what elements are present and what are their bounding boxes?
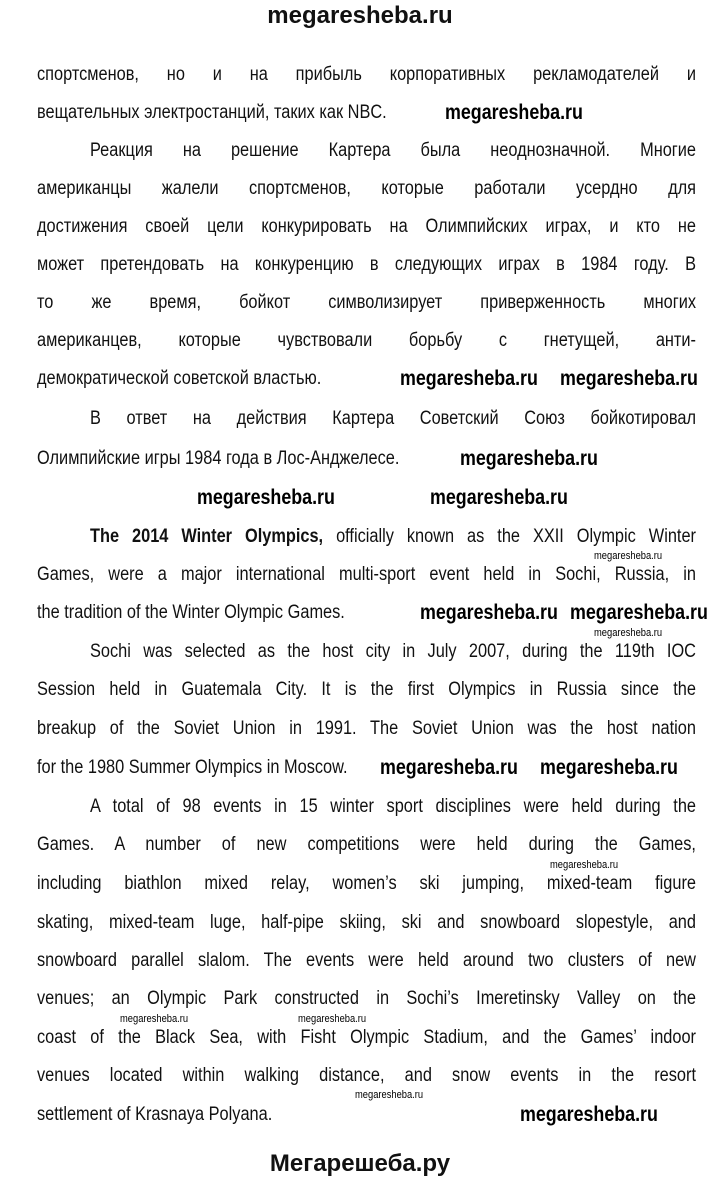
- text-line: [90, 797, 696, 817]
- line-text: демократической советской властью.: [37, 368, 322, 389]
- text-line: [90, 527, 696, 547]
- text-line: [37, 719, 696, 739]
- line-text: for the 1980 Summer Olympics in Moscow.: [37, 757, 348, 778]
- line-text: Games, were a major international multi-sport event held in Sochi, Russia, in: [37, 564, 696, 585]
- line-text: Олимпийские игры 1984 года в Лос-Анджелесе.: [37, 448, 400, 469]
- line-text: американцы жалели спортсменов, которые работали усердно для: [37, 178, 696, 199]
- watermark: megaresheba.ru: [120, 1013, 189, 1025]
- line-text: venues; an Olympic Park constructed in Sochi’s Imeretinsky Valley on the: [37, 988, 696, 1009]
- watermark: megaresheba.ru: [355, 1089, 424, 1101]
- footer-watermark: Мегарешеба.ру: [269, 1150, 451, 1177]
- text-line: [37, 217, 696, 237]
- line-text: спортсменов, но и на прибыль корпоративных рекламодателей и: [37, 64, 696, 85]
- text-line: [90, 642, 696, 662]
- watermark: megaresheba.ru: [420, 601, 558, 624]
- text-line: [37, 874, 696, 894]
- line-text: breakup of the Soviet Union in 1991. The Soviet Union was the host nation: [37, 718, 696, 739]
- bold-lead: The 2014 Winter Olympics,: [90, 526, 324, 547]
- line-text: the tradition of the Winter Olympic Games.: [37, 602, 345, 623]
- line-text: достижения своей цели конкурировать на Олимпийских играх, и кто не: [37, 216, 696, 237]
- line-text: то же время, бойкот символизирует приверженность многих: [37, 292, 696, 313]
- line-text: вещательных электростанций, таких как NBC.: [37, 102, 387, 123]
- watermark: megaresheba.ru: [197, 486, 335, 509]
- line-text: может претендовать на конкуренцию в следующих играх в 1984 году. В: [37, 254, 696, 275]
- text-line: [37, 565, 696, 585]
- line-text: Games. A number of new competitions were held during the Games,: [37, 834, 696, 855]
- text-line: [37, 65, 696, 85]
- text-line: [37, 103, 696, 123]
- watermark: megaresheba.ru: [520, 1103, 658, 1126]
- watermark: megaresheba.ru: [430, 486, 568, 509]
- text-line: [37, 835, 696, 855]
- text-line: [37, 179, 696, 199]
- watermark: megaresheba.ru: [400, 367, 538, 390]
- text-line: [37, 293, 696, 313]
- text-line: [37, 951, 696, 971]
- header-watermark: megaresheba.ru: [267, 2, 453, 29]
- watermark: megaresheba.ru: [560, 367, 698, 390]
- line-text: officially known as the XXII Olympic Winter: [323, 526, 697, 547]
- line-text: coast of the Black Sea, with Fisht Olympic Stadium, and the Games’ indoor: [37, 1027, 696, 1048]
- watermark: megaresheba.ru: [594, 627, 663, 639]
- line-text: В ответ на действия Картера Советский Союз бойкотировал: [90, 408, 696, 429]
- line-text: snowboard parallel slalom. The events were held around two clusters of new: [37, 950, 696, 971]
- text-line: [37, 913, 696, 933]
- watermark: megaresheba.ru: [594, 550, 663, 562]
- line-text: A total of 98 events in 15 winter sport disciplines were held during the: [90, 796, 696, 817]
- watermark: megaresheba.ru: [570, 601, 708, 624]
- watermark: megaresheba.ru: [445, 101, 583, 124]
- watermark: megaresheba.ru: [380, 756, 518, 779]
- line-text: venues located within walking distance, and snow events in the resort: [37, 1065, 696, 1086]
- text-line: [37, 1028, 696, 1048]
- line-text: Sochi was selected as the host city in July 2007, during the 119th IOC: [90, 641, 696, 662]
- text-line: [37, 255, 696, 275]
- line-text: including biathlon mixed relay, women’s ski jumping, mixed-team figure: [37, 873, 696, 894]
- line-text: американцев, которые чувствовали борьбу с гнетущей, анти-: [37, 330, 696, 351]
- line-text: Реакция на решение Картера была неоднозначной. Многие: [90, 140, 696, 161]
- line-text: settlement of Krasnaya Polyana.: [37, 1104, 273, 1125]
- text-line: [37, 1066, 696, 1086]
- text-line: [37, 989, 696, 1009]
- line-text: skating, mixed-team luge, half-pipe skiing, ski and snowboard slopestyle, and: [37, 912, 696, 933]
- text-line: [90, 141, 696, 161]
- watermark: megaresheba.ru: [298, 1013, 367, 1025]
- watermark: megaresheba.ru: [550, 859, 619, 871]
- text-line: [37, 680, 696, 700]
- text-line: [37, 331, 696, 351]
- watermark: megaresheba.ru: [540, 756, 678, 779]
- watermark: megaresheba.ru: [460, 447, 598, 470]
- line-text: Session held in Guatemala City. It is the first Olympics in Russia since the: [37, 679, 696, 700]
- text-line: [90, 409, 696, 429]
